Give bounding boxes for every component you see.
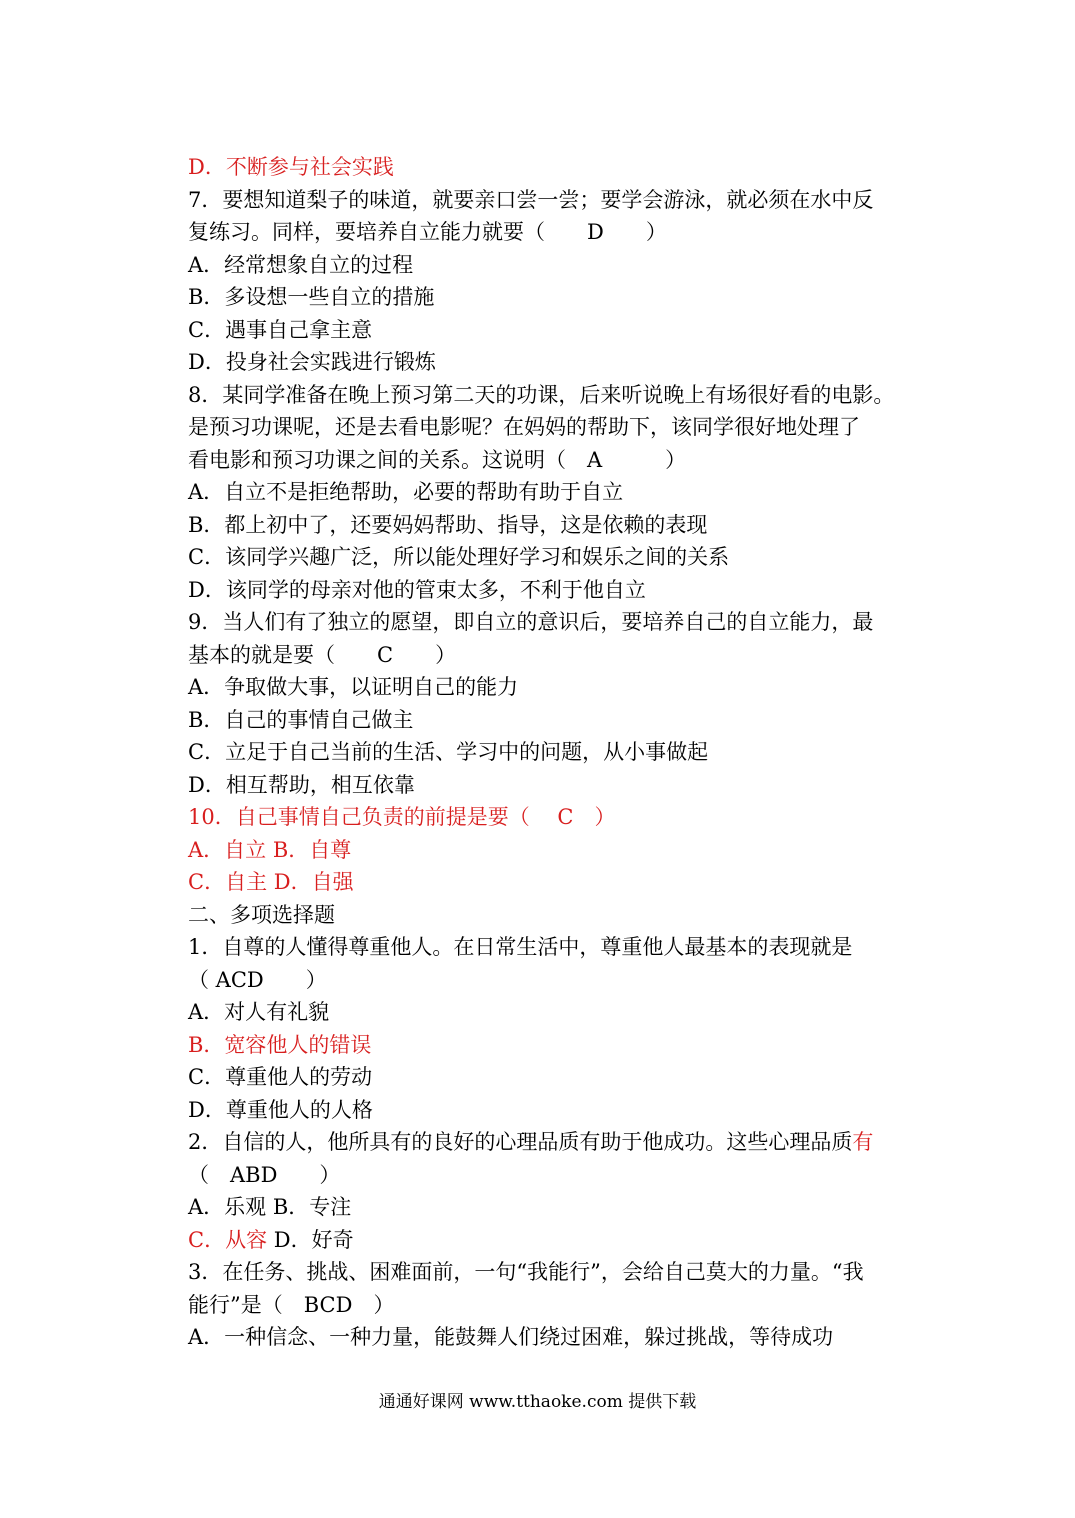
text-line (188, 216, 898, 249)
text-segment: A．自立不是拒绝帮助，必要的帮助有助于自立 (188, 480, 624, 504)
text-segment: 看电影和预习功课之间的关系。这说明（ A ） (188, 447, 687, 472)
text-segment: D．尊重他人的人格 (188, 1097, 373, 1122)
text-line (188, 411, 898, 444)
text-segment: 基本的就是要（ C ） (188, 642, 457, 667)
page-footer: 通通好课网 www.tthaoke.com 提供下载 (378, 1392, 697, 1412)
text-line (188, 899, 898, 932)
text-segment: 二、多项选择题 (188, 902, 335, 927)
text-line (188, 1224, 898, 1257)
text-line (188, 801, 898, 834)
text-segment: 2．自信的人，他所具有的良好的心理品质有助于他成功。这些心理品质 (188, 1130, 853, 1154)
text-segment: C．从容 (188, 1227, 268, 1252)
text-segment: 有 (852, 1130, 874, 1154)
text-line (188, 281, 898, 314)
text-segment: D．不断参与社会实践 (188, 155, 394, 179)
text-line (188, 1094, 898, 1127)
text-segment: 是预习功课呢，还是去看电影呢？在妈妈的帮助下，该同学很好地处理了 (188, 415, 860, 439)
text-segment: C．立足于自己当前的生活、学习中的问题，从小事做起 (188, 740, 709, 764)
text-segment: 10．自己事情自己负责的前提是要（ C ） (188, 805, 616, 829)
text-line (188, 996, 898, 1029)
text-segment: 能行”是（ BCD ） (188, 1292, 395, 1317)
text-segment: A．争取做大事，以证明自己的能力 (188, 675, 519, 699)
text-line (188, 769, 898, 802)
text-line (188, 184, 898, 217)
text-line (188, 834, 898, 867)
text-segment: A．一种信念、一种力量，能鼓舞人们绕过困难，躲过挑战，等待成功 (188, 1325, 834, 1349)
text-line (188, 1256, 898, 1289)
text-line (188, 346, 898, 379)
text-segment: D．该同学的母亲对他的管束太多，不利于他自立 (188, 577, 646, 602)
text-line (188, 704, 898, 737)
text-segment: A．经常想象自立的过程 (188, 252, 414, 277)
text-line (188, 1061, 898, 1094)
text-line (188, 606, 898, 639)
text-line (188, 509, 898, 542)
text-segment: D．相互帮助，相互依靠 (188, 772, 415, 797)
text-line (188, 1029, 898, 1062)
text-line (188, 151, 898, 184)
text-segment: A．乐观 B．专注 (188, 1195, 352, 1219)
text-segment: D．好奇 (267, 1227, 354, 1252)
text-segment: C．自主 D．自强 (188, 870, 354, 894)
text-line (188, 541, 898, 574)
text-segment: 8．某同学准备在晚上预习第二天的功课，后来听说晚上有场很好看的电影。 (188, 382, 895, 407)
text-segment: A．自立 B．自尊 (188, 837, 352, 862)
text-line (188, 379, 898, 412)
text-segment: B．宽容他人的错误 (188, 1032, 372, 1057)
text-line (188, 249, 898, 282)
text-line (188, 476, 898, 509)
text-line (188, 931, 898, 964)
text-line (188, 1159, 898, 1192)
text-segment: B．多设想一些自立的措施 (188, 285, 435, 309)
text-line (188, 639, 898, 672)
text-line (188, 444, 898, 477)
text-line (188, 1126, 898, 1159)
text-segment: B．自己的事情自己做主 (188, 707, 414, 732)
text-segment: C．该同学兴趣广泛，所以能处理好学习和娱乐之间的关系 (188, 545, 730, 569)
text-segment: 9．当人们有了独立的愿望，即自立的意识后，要培养自己的自立能力，最 (188, 610, 874, 634)
text-segment: （ ABD ） (188, 1162, 341, 1187)
text-line (188, 671, 898, 704)
text-segment: 3．在任务、挑战、困难面前，一句“我能行”，会给自己莫大的力量。“我 (188, 1260, 864, 1284)
text-line (188, 736, 898, 769)
text-segment: 复练习。同样，要培养自立能力就要（ D ） (188, 220, 667, 244)
text-line (188, 574, 898, 607)
text-line (188, 866, 898, 899)
text-segment: C．遇事自己拿主意 (188, 317, 373, 342)
text-segment: A．对人有礼貌 (188, 1000, 330, 1024)
text-segment: 7．要想知道梨子的味道，就要亲口尝一尝；要学会游泳，就必须在水中反 (188, 187, 874, 212)
text-line (188, 964, 898, 997)
text-line (188, 1321, 898, 1354)
text-segment: 1．自尊的人懂得尊重他人。在日常生活中，尊重他人最基本的表现就是 (188, 935, 853, 959)
text-segment: C．尊重他人的劳动 (188, 1065, 373, 1089)
text-segment: D．投身社会实践进行锻炼 (188, 350, 436, 374)
text-line (188, 1191, 898, 1224)
text-segment: （ ACD ） (188, 967, 327, 992)
text-segment: B．都上初中了，还要妈妈帮助、指导，这是依赖的表现 (188, 512, 708, 537)
text-line (188, 314, 898, 347)
text-line (188, 1289, 898, 1322)
